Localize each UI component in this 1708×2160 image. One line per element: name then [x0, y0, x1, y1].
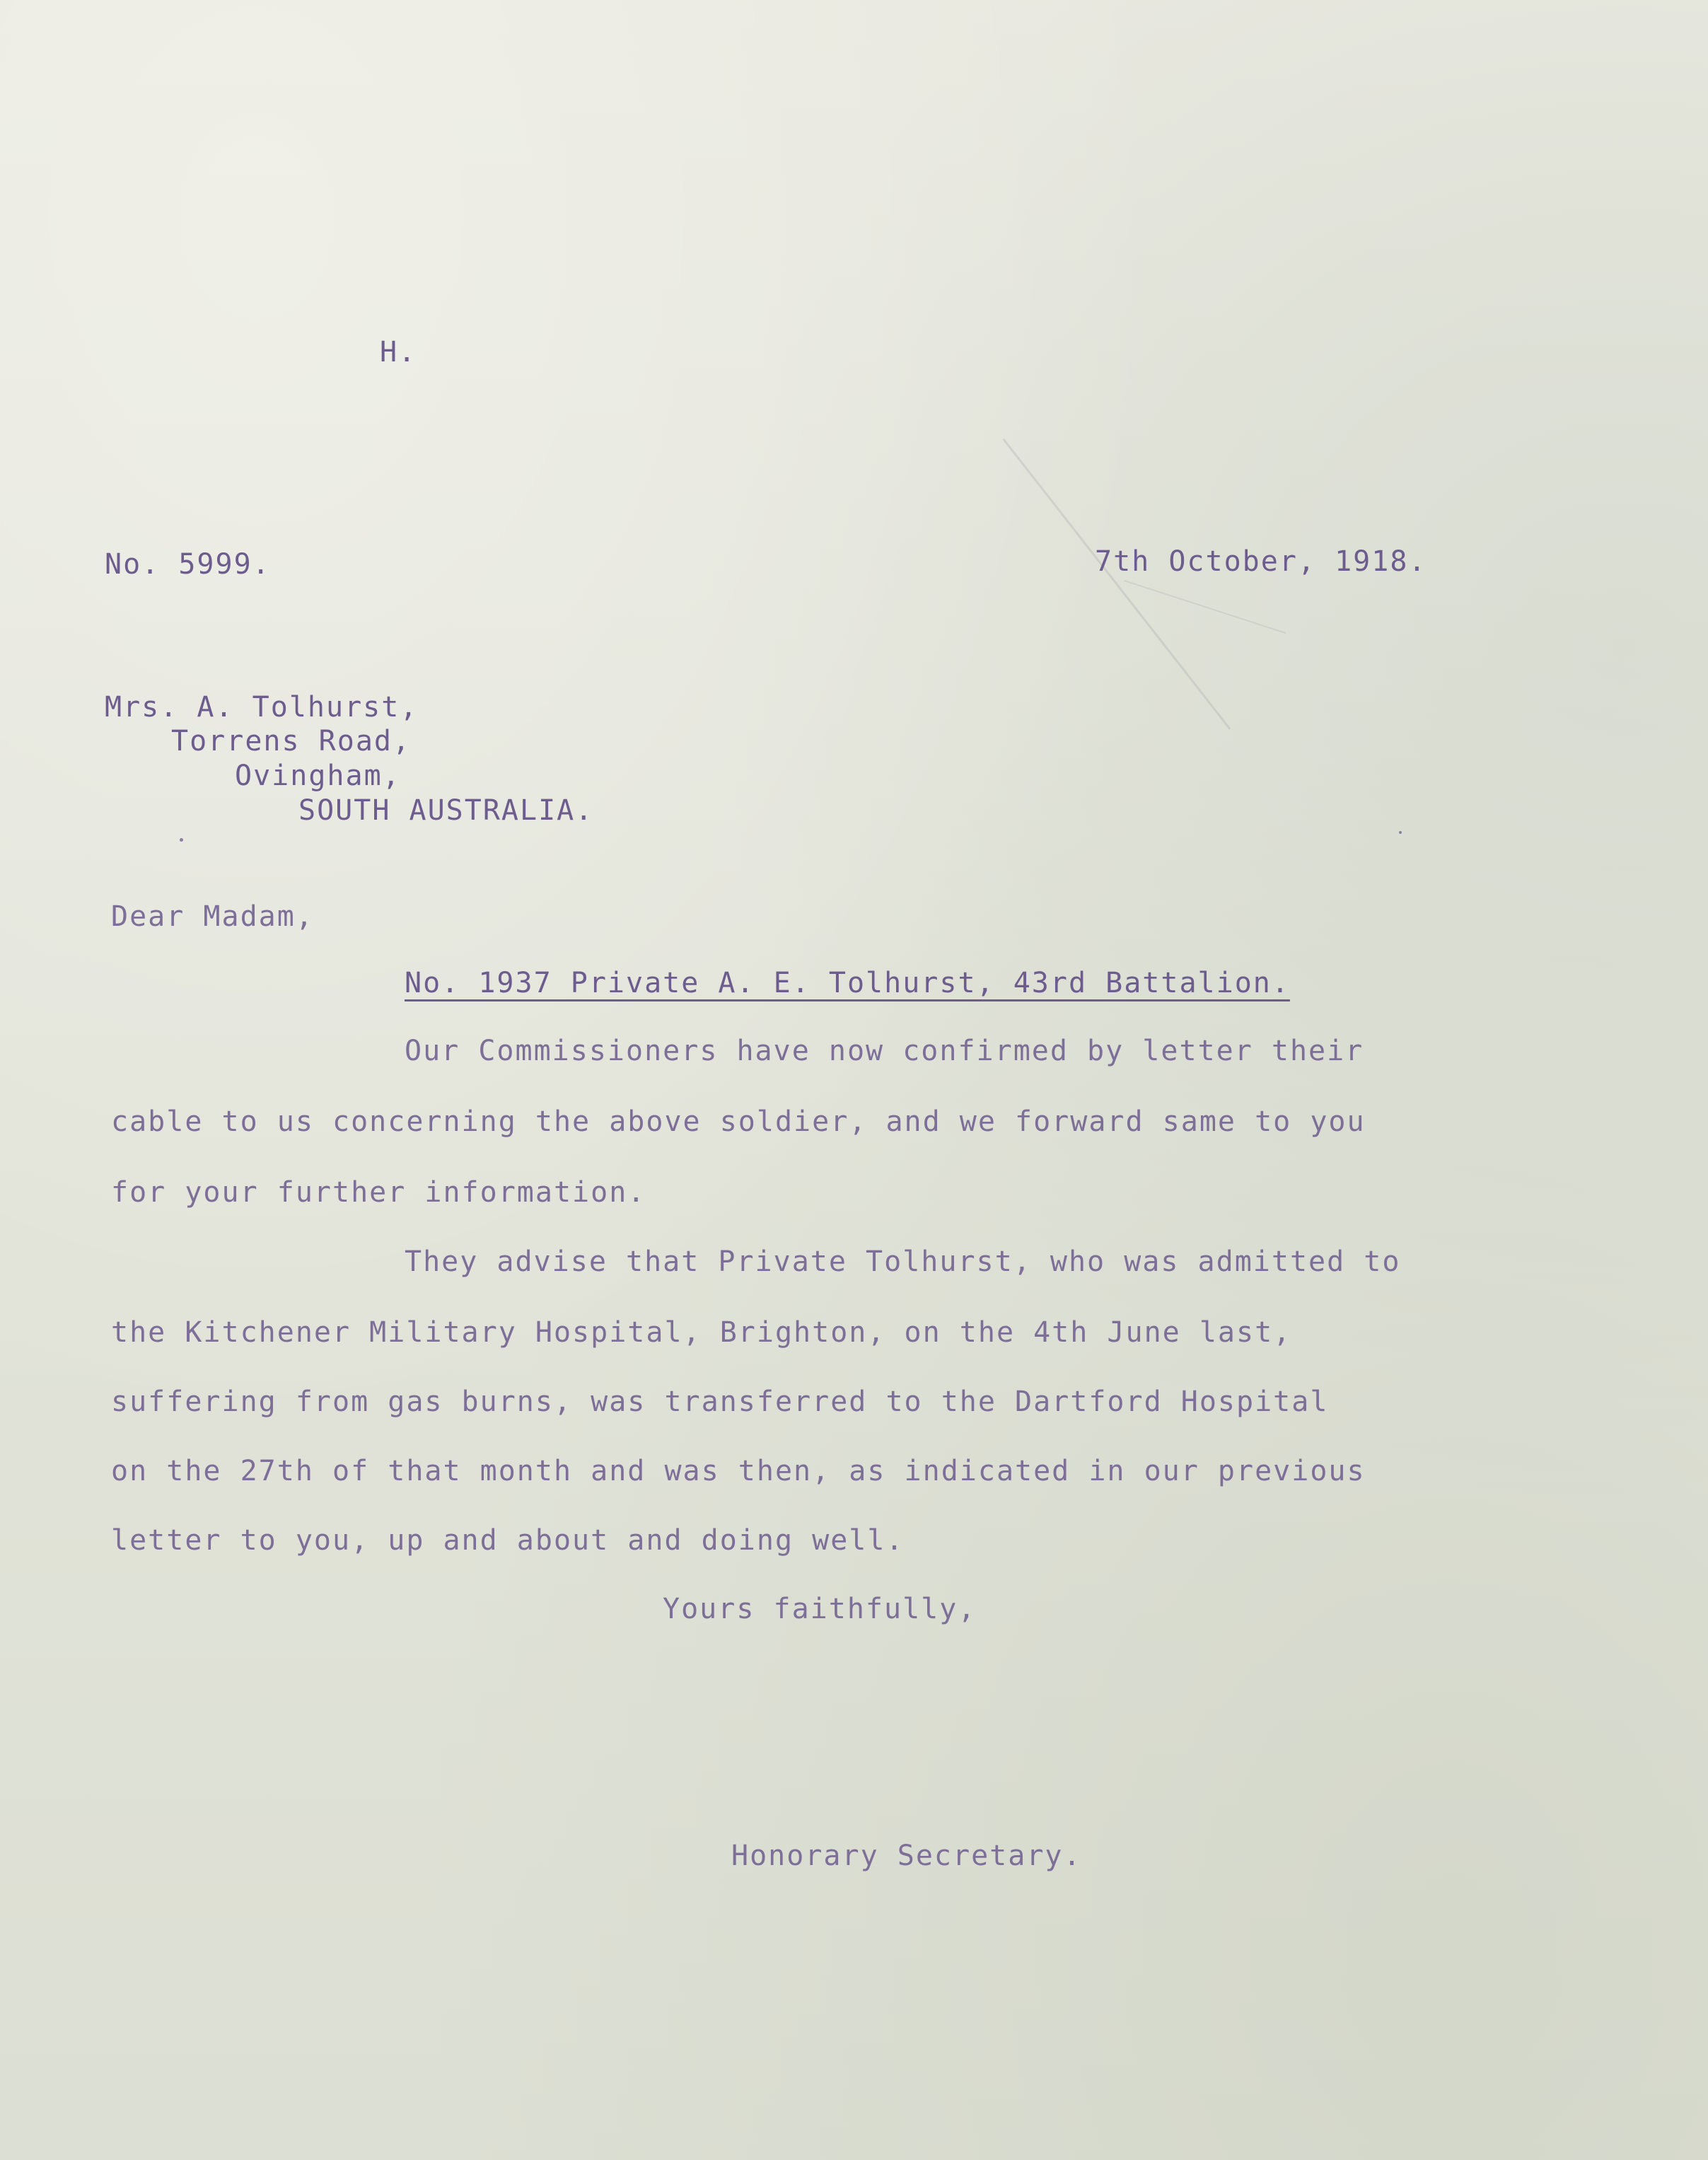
- body-line: the Kitchener Military Hospital, Brighton, on the 4th June last,: [111, 1316, 1292, 1349]
- recipient-state: SOUTH AUSTRALIA.: [298, 794, 594, 827]
- body-line: cable to us concerning the above soldier, and we forward same to you: [111, 1105, 1366, 1138]
- salutation: Dear Madam,: [111, 900, 314, 933]
- body-line: on the 27th of that month and was then, as indicated in our previous: [111, 1455, 1366, 1487]
- body-line: letter to you, up and about and doing well.: [111, 1524, 905, 1557]
- body-line: Our Commissioners have now confirmed by letter their: [405, 1035, 1364, 1067]
- recipient-town: Ovingham,: [235, 760, 401, 792]
- recipient-street: Torrens Road,: [171, 725, 412, 757]
- paper-crease: [1003, 439, 1231, 730]
- reference-number: No. 5999.: [105, 548, 271, 581]
- closing: Yours faithfully,: [663, 1593, 977, 1625]
- file-mark: H.: [380, 336, 417, 368]
- signature-title: Honorary Secretary.: [731, 1840, 1082, 1872]
- body-line: suffering from gas burns, was transferred to the Dartford Hospital: [111, 1386, 1329, 1418]
- body-line: for your further information.: [111, 1176, 646, 1209]
- ink-speck: [1399, 831, 1402, 834]
- letter-date: 7th October, 1918.: [1095, 545, 1427, 578]
- recipient-name: Mrs. A. Tolhurst,: [105, 691, 419, 724]
- body-line: They advise that Private Tolhurst, who was admitted to: [405, 1246, 1401, 1278]
- ink-speck: [180, 838, 183, 842]
- subject-line: No. 1937 Private A. E. Tolhurst, 43rd Battalion.: [405, 967, 1290, 999]
